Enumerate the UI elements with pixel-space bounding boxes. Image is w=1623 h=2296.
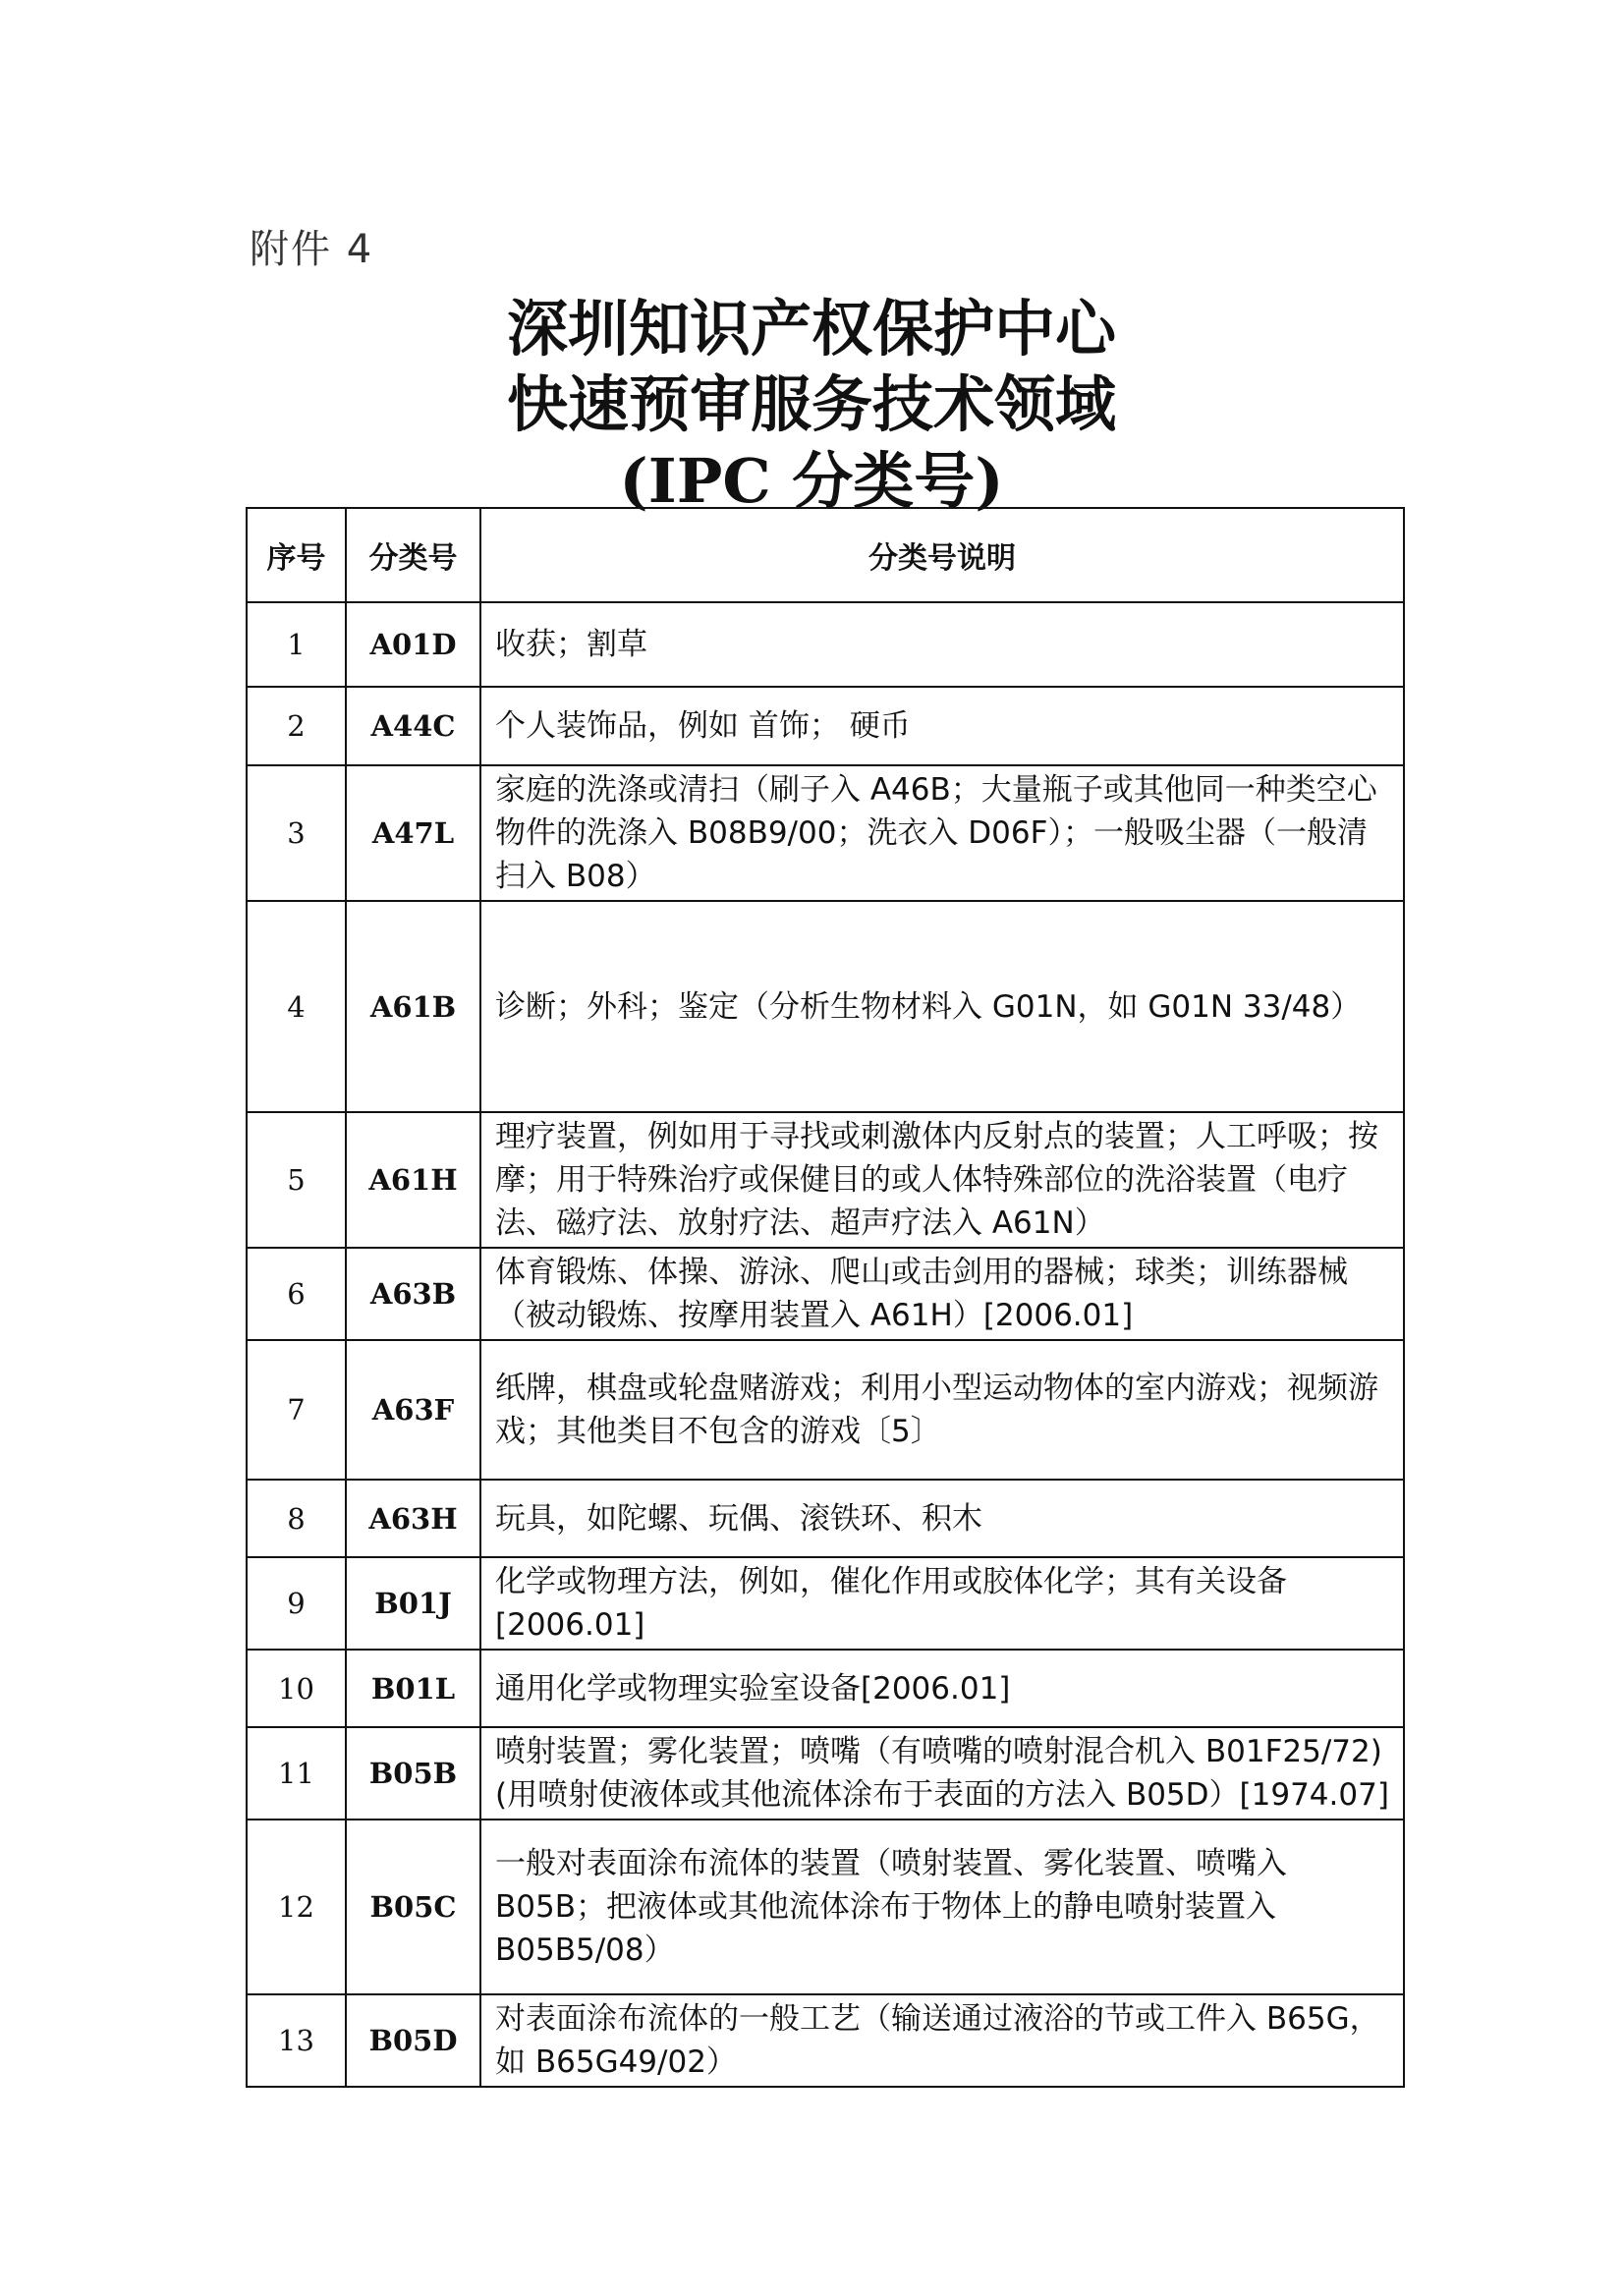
row-description: 收获；割草 (480, 602, 1404, 687)
header-classification-code: 分类号 (346, 508, 480, 602)
table-row (247, 1994, 1404, 2087)
row-serial-number: 13 (247, 1994, 346, 2087)
table-row (247, 1248, 1404, 1340)
row-ipc-code: A61H (346, 1112, 480, 1248)
row-description: 对表面涂布流体的一般工艺（输送通过液浴的节或工件入 B65G，如 B65G49/02） (480, 1994, 1404, 2087)
row-description: 纸牌，棋盘或轮盘赌游戏；利用小型运动物体的室内游戏；视频游戏；其他类目不包含的游戏〔5〕 (480, 1340, 1404, 1480)
document-title-line-1: 深圳知识产权保护中心 (506, 293, 1116, 364)
row-serial-number: 1 (247, 602, 346, 687)
row-description: 化学或物理方法，例如，催化作用或胶体化学；其有关设备[2006.01] (480, 1557, 1404, 1650)
row-serial-number: 10 (247, 1650, 346, 1727)
row-serial-number: 5 (247, 1112, 346, 1248)
row-description: 理疗装置，例如用于寻找或刺激体内反射点的装置；人工呼吸；按摩；用于特殊治疗或保健目的或人体特殊部位的洗浴装置（电疗法、磁疗法、放射疗法、超声疗法入 A61N） (480, 1112, 1404, 1248)
ipc-classification-table (246, 507, 1405, 2088)
row-ipc-code: B05C (346, 1820, 480, 1994)
table-row (247, 765, 1404, 901)
row-description: 诊断；外科；鉴定（分析生物材料入 G01N，如 G01N 33/48） (480, 901, 1404, 1112)
table-row (247, 901, 1404, 1112)
row-ipc-code: A63F (346, 1340, 480, 1480)
document-title-line-3: (IPC 分类号) (619, 445, 1004, 517)
row-serial-number: 9 (247, 1557, 346, 1650)
row-ipc-code: A47L (346, 765, 480, 901)
row-ipc-code: A44C (346, 687, 480, 765)
table-row (247, 1727, 1404, 1820)
document-title-line-2: 快速预审服务技术领域 (506, 368, 1116, 440)
row-serial-number: 12 (247, 1820, 346, 1994)
row-ipc-code: B05B (346, 1727, 480, 1820)
row-ipc-code: B05D (346, 1994, 480, 2087)
table-row (247, 1480, 1404, 1557)
row-serial-number: 11 (247, 1727, 346, 1820)
row-ipc-code: B01J (346, 1557, 480, 1650)
row-ipc-code: A61B (346, 901, 480, 1112)
row-serial-number: 3 (247, 765, 346, 901)
attachment-label: 附件 4 (250, 227, 374, 272)
row-serial-number: 6 (247, 1248, 346, 1340)
row-ipc-code: A63B (346, 1248, 480, 1340)
table-row (247, 1650, 1404, 1727)
row-ipc-code: A63H (346, 1480, 480, 1557)
row-ipc-code: B01L (346, 1650, 480, 1727)
table-row (247, 1820, 1404, 1994)
header-serial-number: 序号 (247, 508, 346, 602)
table-row (247, 1112, 1404, 1248)
table-row (247, 602, 1404, 687)
row-description: 个人装饰品，例如 首饰； 硬币 (480, 687, 1404, 765)
table-header-row (247, 508, 1404, 602)
row-description: 喷射装置；雾化装置；喷嘴（有喷嘴的喷射混合机入 B01F25/72)(用喷射使液体或其他流体涂布于表面的方法入 B05D）[1974.07] (480, 1727, 1404, 1820)
table-row (247, 687, 1404, 765)
row-description: 一般对表面涂布流体的装置（喷射装置、雾化装置、喷嘴入 B05B；把液体或其他流体涂布于物体上的静电喷射装置入 B05B5/08） (480, 1820, 1404, 1994)
row-description: 家庭的洗涤或清扫（刷子入 A46B；大量瓶子或其他同一种类空心物件的洗涤入 B08B9/00；洗衣入 D06F）；一般吸尘器（一般清扫入 B08） (480, 765, 1404, 901)
row-description: 体育锻炼、体操、游泳、爬山或击剑用的器械；球类；训练器械（被动锻炼、按摩用装置入 A61H）[2006.01] (480, 1248, 1404, 1340)
header-classification-description: 分类号说明 (480, 508, 1404, 602)
row-serial-number: 4 (247, 901, 346, 1112)
row-ipc-code: A01D (346, 602, 480, 687)
row-serial-number: 7 (247, 1340, 346, 1480)
row-serial-number: 8 (247, 1480, 346, 1557)
row-description: 玩具，如陀螺、玩偶、滚铁环、积木 (480, 1480, 1404, 1557)
row-description: 通用化学或物理实验室设备[2006.01] (480, 1650, 1404, 1727)
table-row (247, 1340, 1404, 1480)
row-serial-number: 2 (247, 687, 346, 765)
table-row (247, 1557, 1404, 1650)
